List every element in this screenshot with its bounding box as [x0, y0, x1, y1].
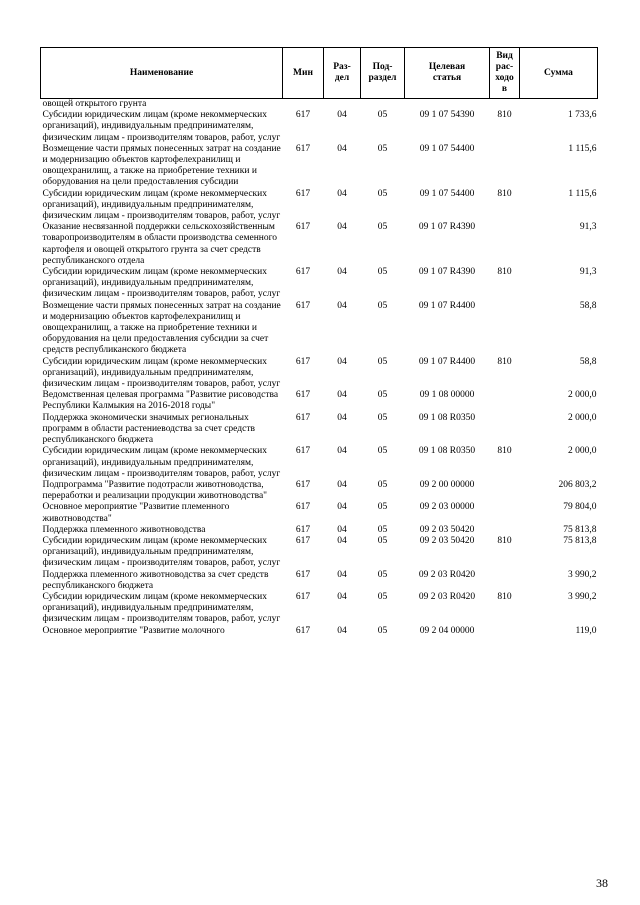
cell-summa: 2 000,0: [568, 412, 597, 423]
cell-name: Подпрограмма "Развитие подотрасли животноводства, переработки и реализации продукции животноводства": [42, 479, 268, 502]
cell-vid: 810: [497, 110, 512, 121]
header-summa: Сумма: [520, 48, 598, 99]
cell-name: Основное мероприятие "Развитие племенного животноводства": [42, 502, 230, 524]
table-row: [41, 110, 598, 144]
cell-razdel: 04: [337, 446, 347, 457]
cell-podrazdel: 05: [377, 535, 388, 546]
cell-summa: 91,3: [579, 222, 597, 233]
cell-celevaya: 09 1 07 R4400: [418, 300, 476, 311]
cell-min: 617: [295, 222, 311, 233]
cell-name: Возмещение части прямых понесенных затрат на создание и модернизацию объектов картофелехранилищ и овощехранилищ, а также на приобретение техники и оборудования на цели предоставления субсидии за счет средств республиканского бюджета: [42, 300, 281, 356]
cell-summa: 75 813,8: [563, 524, 597, 535]
cell-razdel: 04: [337, 390, 347, 401]
cell-celevaya: 09 1 08 R0350: [418, 446, 476, 457]
cell-celevaya: 09 1 08 R0350: [418, 412, 476, 423]
cell-name: Субсидии юридическим лицам (кроме некоммерческих организаций), индивидуальным предпринимателям, физическим лицам - производителям товаров, работ, услуг: [42, 446, 281, 479]
cell-razdel: 04: [337, 412, 347, 423]
table-row: [41, 267, 598, 301]
cell-vid: 810: [497, 267, 512, 278]
cell-celevaya: 09 1 07 R4390: [418, 222, 476, 233]
cell-min: 617: [295, 390, 311, 401]
cell-podrazdel: 05: [377, 502, 388, 513]
table-row: [41, 502, 598, 524]
cell-summa: [520, 99, 598, 111]
cell-vid: [490, 144, 520, 189]
cell-vid: 810: [497, 591, 512, 602]
cell-min: [283, 99, 324, 111]
cell-razdel: 04: [337, 110, 347, 121]
cell-celevaya: 09 1 07 54390: [419, 110, 475, 121]
header-celevaya: Целевая статья: [405, 48, 490, 99]
cell-vid: [490, 525, 520, 536]
table-body: [41, 99, 598, 637]
cell-name: Основное мероприятие "Развитие молочного: [42, 625, 225, 636]
cell-min: 617: [295, 591, 311, 602]
page-number: 38: [596, 876, 608, 890]
cell-podrazdel: 05: [377, 356, 388, 367]
header-razdel: Раз- дел: [324, 48, 361, 99]
cell-vid: [490, 626, 520, 637]
cell-vid: [490, 413, 520, 447]
table-header: [41, 48, 598, 99]
budget-table: [40, 47, 598, 637]
table-row: [41, 413, 598, 447]
cell-vid: 810: [497, 535, 512, 546]
cell-vid: [490, 570, 520, 592]
cell-celevaya: 09 2 00 00000: [419, 479, 475, 490]
cell-podrazdel: 05: [377, 625, 388, 636]
cell-vid: [490, 480, 520, 502]
cell-summa: 1 115,6: [568, 188, 597, 199]
cell-min: 617: [295, 412, 311, 423]
cell-razdel: 04: [337, 591, 347, 602]
header-min: Мин: [283, 48, 324, 99]
cell-celevaya: 09 1 07 R4390: [418, 267, 476, 278]
cell-min: 617: [295, 502, 311, 513]
table-row: [41, 357, 598, 391]
cell-min: 617: [295, 625, 311, 636]
cell-min: 617: [295, 267, 311, 278]
cell-vid: [490, 222, 520, 267]
cell-razdel: 04: [337, 267, 347, 278]
header-vid: Вид рас- ходо в: [490, 48, 520, 99]
cell-podrazdel: 05: [377, 479, 388, 490]
cell-name: Поддержка экономически значимых региональных программ в области растениеводства за счет средств республиканского бюджета: [42, 412, 255, 446]
cell-name: овощей открытого грунта: [42, 99, 147, 109]
cell-name: Субсидии юридическим лицам (кроме некоммерческих организаций), индивидуальным предпринимателям, физическим лицам - производителям товаров, работ, услуг: [42, 356, 281, 390]
cell-summa: 2 000,0: [568, 446, 597, 457]
cell-min: 617: [295, 356, 311, 367]
cell-min: 617: [295, 569, 311, 580]
table-row: [41, 144, 598, 189]
cell-podrazdel: 05: [377, 412, 388, 423]
cell-summa: 119,0: [575, 625, 597, 636]
cell-celevaya: 09 2 03 50420: [419, 535, 475, 546]
cell-summa: 2 000,0: [568, 390, 597, 401]
cell-summa: 3 990,2: [568, 591, 597, 602]
cell-vid: 810: [497, 188, 512, 199]
cell-name: Субсидии юридическим лицам (кроме некоммерческих организаций), индивидуальным предпринимателям, физическим лицам - производителям товаров, работ, услуг: [42, 110, 281, 143]
cell-summa: 58,8: [579, 300, 597, 311]
cell-min: 617: [295, 524, 311, 535]
cell-summa: 1 733,6: [568, 110, 597, 121]
cell-min: 617: [295, 446, 311, 457]
cell-vid: [490, 301, 520, 357]
table-row: [41, 222, 598, 267]
cell-razdel: 04: [337, 625, 347, 636]
cell-summa: 3 990,2: [568, 569, 597, 580]
cell-celevaya: 09 1 07 R4400: [418, 356, 476, 367]
table-row: [41, 592, 598, 626]
cell-podrazdel: 05: [377, 524, 388, 535]
cell-razdel: 04: [337, 502, 347, 513]
cell-name: Субсидии юридическим лицам (кроме некоммерческих организаций), индивидуальным предпринимателям, физическим лицам - производителям товаров, работ, услуг: [42, 535, 281, 569]
cell-podrazdel: 05: [377, 143, 388, 154]
table-row: [41, 525, 598, 536]
cell-razdel: 04: [337, 143, 347, 154]
cell-podrazdel: 05: [377, 110, 388, 121]
cell-vid: [490, 99, 520, 111]
table-row: [41, 99, 598, 111]
cell-podrazdel: 05: [377, 188, 388, 199]
cell-name: Возмещение части прямых понесенных затрат на создание и модернизацию объектов картофелехранилищ и овощехранилищ, а также на приобретение техники и оборудования на цели предоставления субсидии: [42, 143, 281, 188]
cell-name: Субсидии юридическим лицам (кроме некоммерческих организаций), индивидуальным предпринимателям, физическим лицам - производителям товаров, работ, услуг: [42, 267, 281, 300]
cell-summa: 79 804,0: [563, 502, 597, 513]
cell-min: 617: [295, 110, 311, 121]
table-row: [41, 536, 598, 570]
cell-name: Ведомственная целевая программа "Развитие рисоводства Республики Калмыкия на 2016-2018 годы": [42, 390, 279, 412]
cell-razdel: 04: [337, 569, 347, 580]
cell-vid: [490, 390, 520, 412]
header-name: Наименование: [41, 48, 283, 99]
cell-min: 617: [295, 479, 311, 490]
cell-name: Поддержка племенного животноводства за счет средств республиканского бюджета: [42, 569, 269, 591]
table-row: [41, 189, 598, 223]
cell-razdel: 04: [337, 356, 347, 367]
cell-celevaya: [405, 99, 490, 111]
cell-summa: 1 115,6: [568, 143, 597, 154]
cell-celevaya: 09 1 07 54400: [419, 188, 475, 199]
cell-min: 617: [295, 143, 311, 154]
table-row: [41, 480, 598, 502]
cell-name: Поддержка племенного животноводства: [42, 524, 206, 535]
table-row: [41, 301, 598, 357]
cell-min: 617: [295, 300, 311, 311]
cell-podrazdel: 05: [377, 222, 388, 233]
cell-summa: 206 803,2: [558, 479, 597, 490]
cell-podrazdel: [361, 99, 405, 111]
cell-podrazdel: 05: [377, 591, 388, 602]
cell-summa: 91,3: [579, 267, 597, 278]
table-row: [41, 390, 598, 412]
cell-celevaya: 09 1 08 00000: [419, 390, 475, 401]
cell-razdel: 04: [337, 188, 347, 199]
cell-razdel: 04: [337, 300, 347, 311]
cell-podrazdel: 05: [377, 300, 388, 311]
cell-vid: 810: [497, 446, 512, 457]
cell-celevaya: 09 2 03 00000: [419, 502, 475, 513]
table-row: [41, 446, 598, 480]
cell-razdel: 04: [337, 524, 347, 535]
cell-name: Субсидии юридическим лицам (кроме некоммерческих организаций), индивидуальным предпринимателям, физическим лицам - производителям товаров, работ, услуг: [42, 591, 281, 625]
cell-name: Субсидии юридическим лицам (кроме некоммерческих организаций), индивидуальным предпринимателям, физическим лицам - производителям товаров, работ, услуг: [42, 188, 281, 222]
cell-podrazdel: 05: [377, 390, 388, 401]
cell-vid: [490, 502, 520, 524]
table-row: [41, 570, 598, 592]
cell-min: 617: [295, 188, 311, 199]
cell-vid: 810: [497, 356, 512, 367]
cell-celevaya: 09 2 03 50420: [419, 524, 475, 535]
cell-celevaya: 09 1 07 54400: [419, 143, 475, 154]
cell-razdel: 04: [337, 535, 347, 546]
cell-podrazdel: 05: [377, 267, 388, 278]
cell-celevaya: 09 2 03 R0420: [418, 569, 476, 580]
cell-min: 617: [295, 535, 311, 546]
header-podrazdel: Под- раздел: [361, 48, 405, 99]
table-row: [41, 626, 598, 637]
cell-celevaya: 09 2 03 R0420: [418, 591, 476, 602]
cell-summa: 75 813,8: [563, 535, 597, 546]
cell-summa: 58,8: [579, 356, 597, 367]
cell-celevaya: 09 2 04 00000: [419, 625, 475, 636]
cell-name: Оказание несвязанной поддержки сельскохозяйственным товаропроизводителям в области производства семенного картофеля и овощей открытого грунта за счет средств республиканского отдела: [42, 222, 278, 266]
cell-razdel: 04: [337, 222, 347, 233]
cell-podrazdel: 05: [377, 446, 388, 457]
cell-razdel: 04: [337, 479, 347, 490]
cell-razdel: [324, 99, 361, 111]
cell-podrazdel: 05: [377, 569, 388, 580]
